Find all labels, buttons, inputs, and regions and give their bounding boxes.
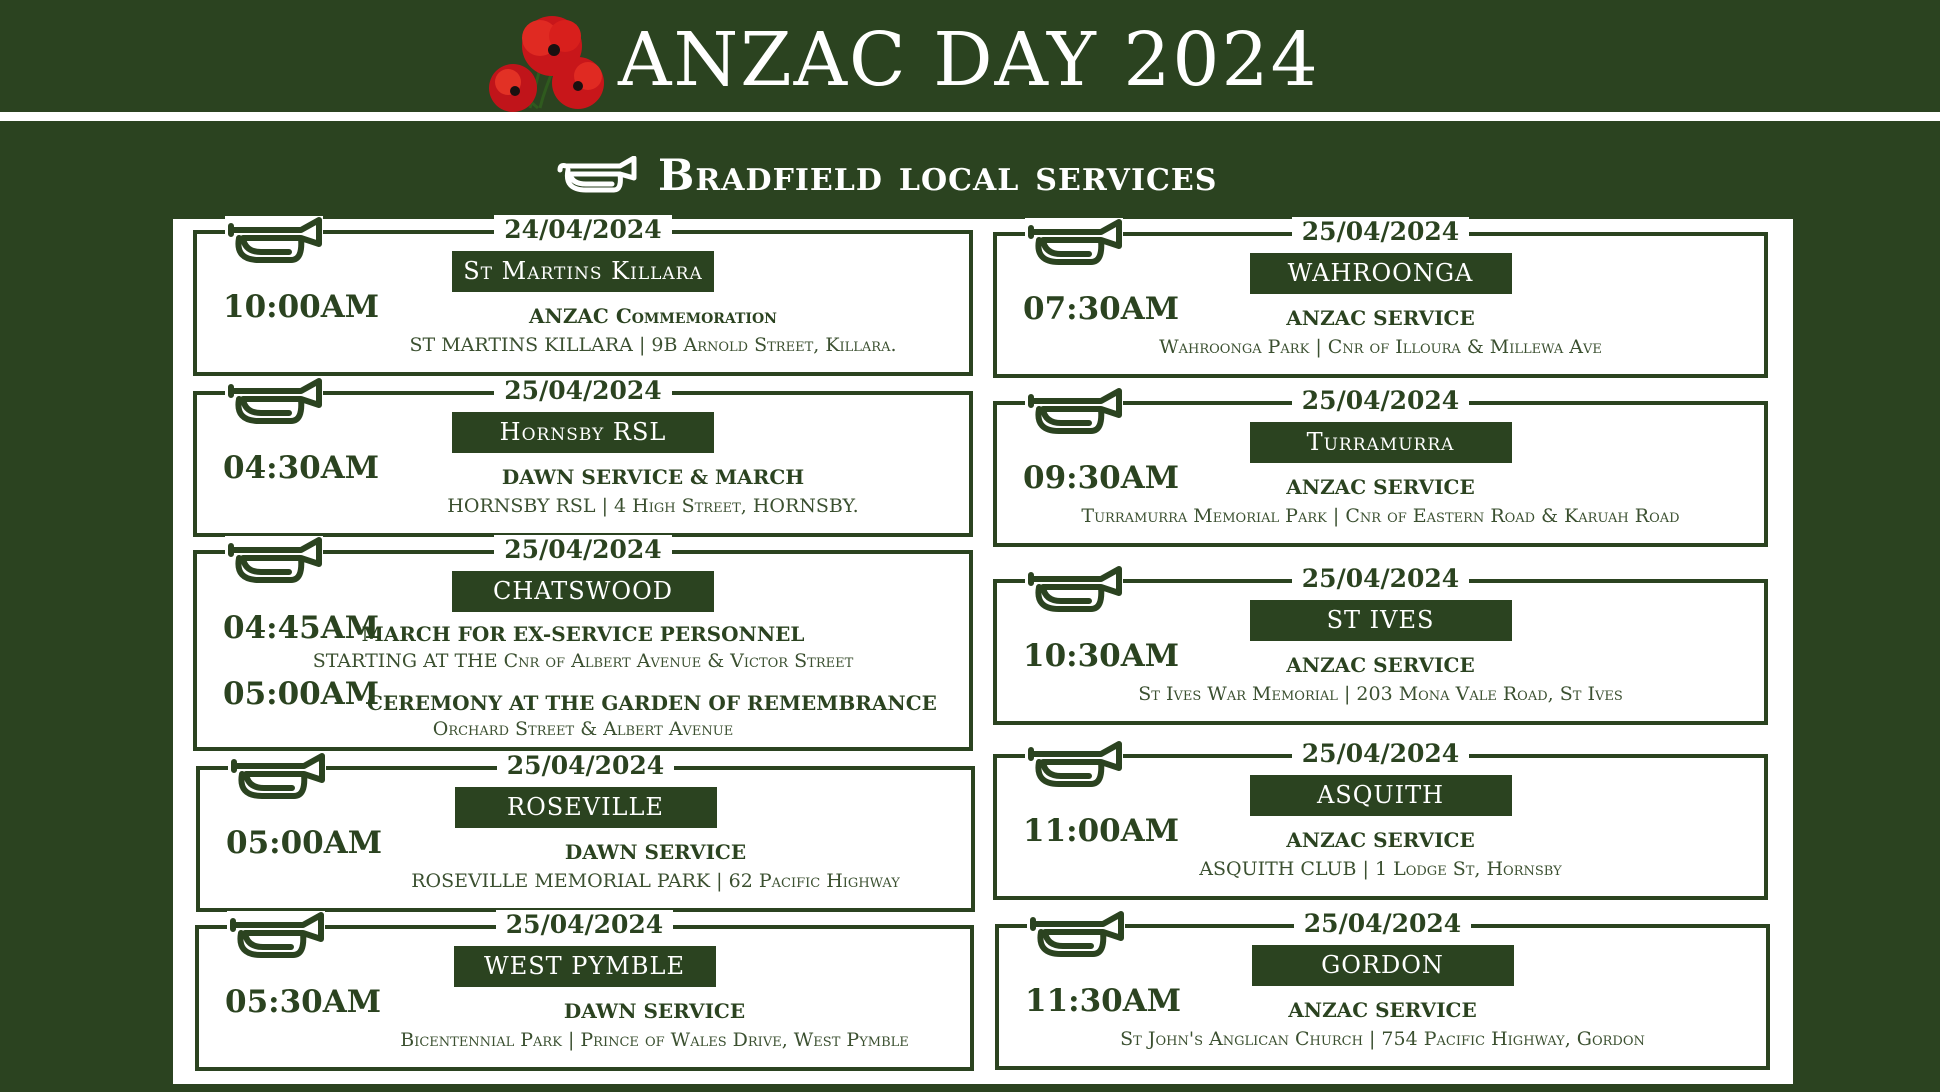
venue-label: ASQUITH	[1250, 775, 1512, 816]
bugle-icon	[1025, 740, 1123, 790]
service-time: 10:00AM	[223, 289, 380, 325]
service-card	[193, 376, 973, 537]
bugle-icon	[1025, 387, 1123, 437]
venue-label: St Martins Killara	[452, 251, 714, 292]
service-card	[196, 751, 975, 912]
venue-label: Hornsby RSL	[452, 412, 714, 453]
service-date: 25/04/2024	[496, 910, 673, 940]
poppy-icon	[480, 8, 612, 118]
bugle-icon	[225, 216, 323, 266]
bugle-icon	[1025, 565, 1123, 615]
service-name: ANZAC SERVICE	[1286, 653, 1475, 677]
venue-label: WAHROONGA	[1250, 253, 1512, 294]
service-time: 11:00AM	[1023, 813, 1180, 849]
service-time: 04:30AM	[223, 450, 380, 486]
service-date: 25/04/2024	[1292, 217, 1469, 247]
venue-label: GORDON	[1252, 945, 1514, 986]
service-card	[195, 910, 974, 1071]
service-name-2: CEREMONY AT THE GARDEN OF REMEMBRANCE	[367, 691, 937, 715]
service-name: MARCH FOR EX-SERVICE PERSONNEL	[361, 622, 805, 646]
service-address: ROSEVILLE MEMORIAL PARK | 62 Pacific Highway	[411, 870, 900, 892]
service-name: ANZAC Commemoration	[529, 304, 777, 328]
venue-label: WEST PYMBLE	[454, 946, 716, 987]
service-name: ANZAC SERVICE	[1286, 828, 1475, 852]
service-name: DAWN SERVICE & MARCH	[501, 465, 805, 489]
bugle-icon	[1027, 910, 1125, 960]
page-subtitle: Bradfield local services	[658, 151, 1218, 201]
service-card	[993, 564, 1768, 725]
service-date: 25/04/2024	[1292, 386, 1469, 416]
service-address: STARTING AT THE Cnr of Albert Avenue & Victor Street	[312, 650, 854, 672]
service-address-2: Orchard Street & Albert Avenue	[432, 718, 734, 740]
page-title: ANZAC DAY 2024	[618, 17, 1320, 103]
service-address: HORNSBY RSL | 4 High Street, HORNSBY.	[447, 495, 859, 517]
service-card	[993, 739, 1768, 900]
service-time: 05:30AM	[225, 984, 382, 1020]
service-date: 25/04/2024	[494, 376, 671, 406]
service-card	[995, 909, 1770, 1070]
bugle-icon	[556, 156, 638, 196]
venue-label: ROSEVILLE	[455, 787, 717, 828]
service-date: 25/04/2024	[1294, 909, 1471, 939]
service-date: 25/04/2024	[1292, 739, 1469, 769]
service-date: 25/04/2024	[494, 535, 671, 565]
venue-label: CHATSWOOD	[452, 571, 714, 612]
venue-label: Turramurra	[1250, 422, 1512, 463]
service-date: 25/04/2024	[497, 751, 674, 781]
service-card	[193, 215, 973, 376]
bugle-icon	[225, 536, 323, 586]
bugle-icon	[225, 377, 323, 427]
service-address: St Ives War Memorial | 203 Mona Vale Road, St Ives	[1138, 683, 1623, 705]
service-card	[993, 217, 1768, 378]
service-address: Wahroonga Park | Cnr of Illoura & Millewa Ave	[1159, 336, 1602, 358]
service-date: 24/04/2024	[494, 215, 671, 245]
service-date: 25/04/2024	[1292, 564, 1469, 594]
header-divider	[0, 112, 1940, 121]
service-address: ST MARTINS KILLARA | 9B Arnold Street, Killara.	[409, 334, 897, 356]
service-name: DAWN SERVICE	[563, 999, 746, 1023]
service-time: 07:30AM	[1023, 291, 1180, 327]
service-time: 04:45AM	[223, 610, 380, 646]
bugle-icon	[1025, 218, 1123, 268]
service-name: ANZAC SERVICE	[1288, 998, 1477, 1022]
service-name: ANZAC SERVICE	[1286, 475, 1475, 499]
service-address: Turramurra Memorial Park | Cnr of Eastern Road & Karuah Road	[1081, 505, 1680, 527]
bugle-icon	[228, 752, 326, 802]
service-time-2: 05:00AM	[223, 676, 380, 712]
service-name: ANZAC SERVICE	[1286, 306, 1475, 330]
service-time: 10:30AM	[1023, 638, 1180, 674]
service-time: 05:00AM	[226, 825, 383, 861]
service-time: 09:30AM	[1023, 460, 1180, 496]
service-card	[993, 386, 1768, 547]
bugle-icon	[227, 911, 325, 961]
service-address: ASQUITH CLUB | 1 Lodge St, Hornsby	[1199, 858, 1562, 880]
service-card	[193, 535, 973, 751]
service-address: St John's Anglican Church | 754 Pacific Highway, Gordon	[1120, 1028, 1645, 1050]
service-address: Bicentennial Park | Prince of Wales Drive, West Pymble	[400, 1029, 909, 1051]
service-time: 11:30AM	[1025, 983, 1182, 1019]
venue-label: ST IVES	[1250, 600, 1512, 641]
service-name: DAWN SERVICE	[564, 840, 747, 864]
